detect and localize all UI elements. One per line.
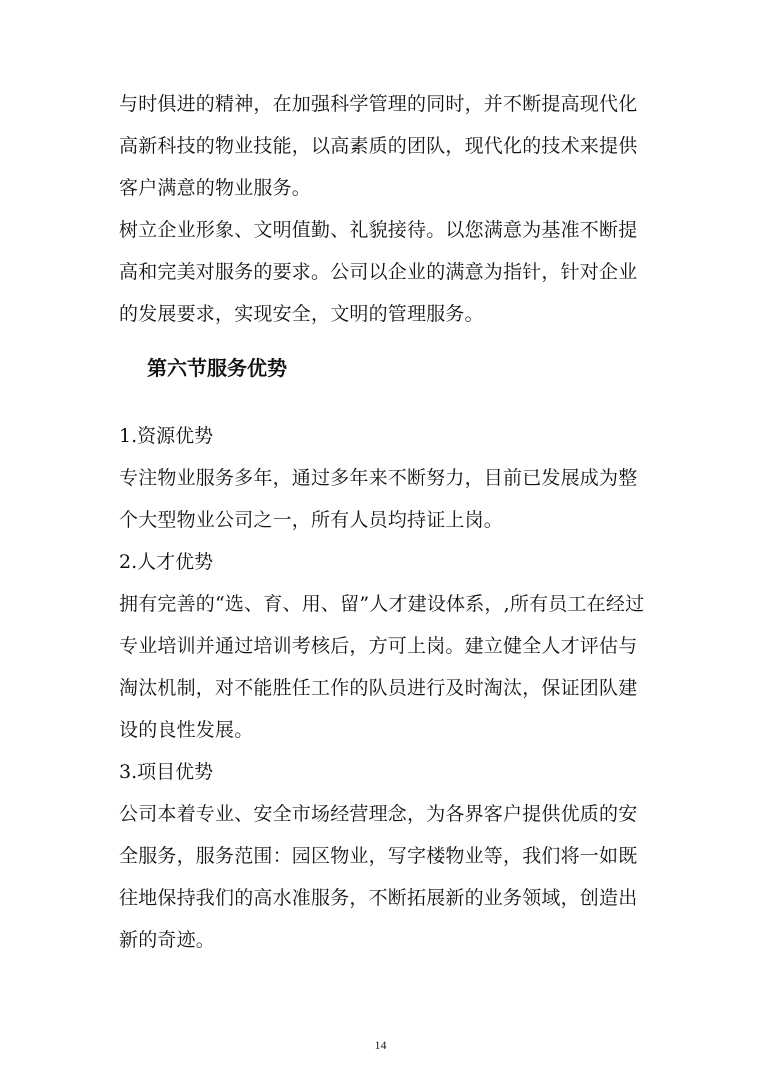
text-line: 专业培训并通过培训考核后，方可上岗。建立健全人才评估与 bbox=[119, 635, 638, 657]
item-title: 2.人才优势 bbox=[119, 551, 214, 573]
text-line: 与时俱进的精神，在加强科学管理的同时，并不断提高现代化 bbox=[119, 93, 638, 115]
text-line: 设的良性发展。 bbox=[119, 719, 254, 741]
page-number: 14 bbox=[374, 1038, 387, 1052]
item-talent-advantage bbox=[119, 550, 649, 742]
text-line: 新的奇迹。 bbox=[119, 929, 216, 951]
intro-paragraph-1 bbox=[119, 92, 649, 200]
text-line: 个大型物业公司之一，所有人员均持证上岗。 bbox=[119, 509, 504, 531]
text-line: 高和完美对服务的要求。公司以企业的满意为指针，针对企业 bbox=[119, 261, 638, 283]
text-line: 往地保持我们的高水准服务，不断拓展新的业务领域，创造出 bbox=[119, 887, 638, 909]
text-line: 淘汰机制，对不能胜任工作的队员进行及时淘汰，保证团队建 bbox=[119, 677, 638, 699]
text-line: 全服务，服务范围：园区物业，写字楼物业等，我们将一如既 bbox=[119, 845, 638, 867]
text-line: 客户满意的物业服务。 bbox=[119, 177, 312, 199]
text-line: 公司本着专业、安全市场经营理念，为各界客户提供优质的安 bbox=[119, 803, 638, 825]
text-line: 高新科技的物业技能，以高素质的团队，现代化的技术来提供 bbox=[119, 135, 638, 157]
item-title: 3.项目优势 bbox=[119, 761, 214, 783]
text-line: 的发展要求，实现安全，文明的管理服务。 bbox=[119, 303, 484, 325]
intro-paragraph-2 bbox=[119, 218, 649, 326]
text-line: 专注物业服务多年，通过多年来不断努力，目前已发展成为整 bbox=[119, 467, 638, 489]
page-content bbox=[119, 92, 649, 970]
text-line: 树立企业形象、文明值勤、礼貌接待。以您满意为基准不断提 bbox=[119, 219, 638, 241]
item-resource-advantage bbox=[119, 424, 649, 532]
text-line: 拥有完善的“选、育、用、留”人才建设体系，,所有员工在经过 bbox=[119, 593, 645, 615]
section-heading: 第六节服务优势 bbox=[147, 356, 287, 380]
item-title: 1.资源优势 bbox=[119, 425, 214, 447]
item-project-advantage bbox=[119, 760, 649, 952]
